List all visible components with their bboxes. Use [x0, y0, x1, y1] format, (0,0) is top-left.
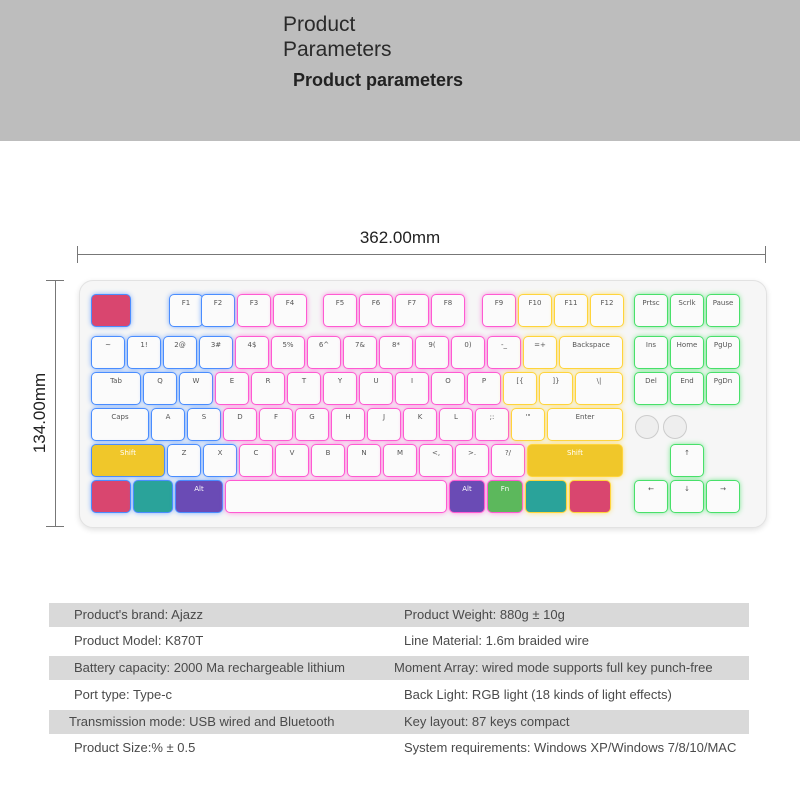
keyboard-key — [396, 295, 428, 326]
keyboard-key — [236, 337, 268, 368]
key-label: X — [217, 449, 223, 457]
keyboard-key — [202, 295, 234, 326]
key-label: PgUp — [713, 341, 733, 349]
key-label: =+ — [534, 341, 546, 349]
keyboard-key — [92, 481, 130, 512]
width-dimension-tick-left — [77, 246, 78, 263]
keyboard-key — [276, 445, 308, 476]
key-label: Backspace — [572, 341, 610, 349]
keyboard-key — [528, 445, 622, 476]
keyboard-key — [488, 481, 522, 512]
key-label: 5% — [282, 341, 294, 349]
keyboard-key — [216, 373, 248, 404]
spec-row — [49, 736, 749, 760]
key-label: 1! — [140, 341, 148, 349]
key-label: Home — [676, 341, 698, 349]
key-label: W — [192, 377, 200, 385]
keyboard-key — [560, 337, 622, 368]
keyboard-key — [92, 373, 140, 404]
key-label: Fn — [500, 485, 510, 493]
key-label: F2 — [213, 299, 223, 307]
keyboard-key — [168, 445, 200, 476]
key-label: Tab — [110, 377, 122, 385]
width-dimension-label: 362.00mm — [359, 228, 441, 247]
keyboard-key — [396, 373, 428, 404]
keyboard-key — [238, 295, 270, 326]
key-label: F8 — [443, 299, 453, 307]
keyboard-key — [144, 373, 176, 404]
keyboard-key — [540, 373, 572, 404]
keyboard-key — [92, 295, 130, 326]
spec-right-cell: Moment Array: wired mode supports full key punch-free — [394, 660, 713, 675]
key-label: P — [481, 377, 487, 385]
key-label: End — [680, 377, 694, 385]
keyboard-key — [272, 337, 304, 368]
keyboard-key — [450, 481, 484, 512]
key-label: PgDn — [713, 377, 733, 385]
keyboard-key — [204, 445, 236, 476]
key-label: O — [445, 377, 451, 385]
keyboard-image — [79, 280, 767, 528]
keyboard-key — [488, 337, 520, 368]
keyboard-key — [368, 409, 400, 440]
key-label: 9( — [428, 341, 436, 349]
keyboard-key — [288, 373, 320, 404]
key-label: Shift — [567, 449, 583, 457]
key-label: F7 — [407, 299, 417, 307]
key-label: Enter — [575, 413, 595, 421]
spec-left-cell: Port type: Type-c — [74, 687, 173, 702]
keyboard-key — [555, 295, 587, 326]
key-label: '" — [525, 413, 531, 421]
keyboard-key — [404, 409, 436, 440]
keyboard-key — [260, 409, 292, 440]
keyboard-key — [200, 337, 232, 368]
key-label: J — [382, 413, 386, 421]
keyboard-key — [456, 445, 488, 476]
keyboard-key — [226, 481, 446, 512]
keyboard-key — [348, 445, 380, 476]
keyboard-key — [512, 409, 544, 440]
key-label: Y — [337, 377, 343, 385]
keyboard-key — [671, 373, 703, 404]
spec-right-cell: Key layout: 87 keys compact — [404, 714, 570, 729]
key-label: Shift — [120, 449, 136, 457]
key-label: ↑ — [684, 449, 690, 457]
key-label: Prtsc — [642, 299, 660, 307]
keyboard-key — [152, 409, 184, 440]
key-label: R — [265, 377, 271, 385]
key-label: D — [237, 413, 243, 421]
key-label: G — [309, 413, 315, 421]
keyboard-key — [671, 295, 703, 326]
keyboard-key — [671, 481, 703, 512]
keyboard-key — [164, 337, 196, 368]
key-label: F5 — [335, 299, 345, 307]
key-label: 8* — [392, 341, 400, 349]
keyboard-key — [468, 373, 500, 404]
keyboard-key — [707, 337, 739, 368]
key-label: E — [229, 377, 235, 385]
key-label: -_ — [500, 341, 508, 349]
key-label: Ins — [645, 341, 657, 349]
keyboard-key — [92, 337, 124, 368]
key-label: F9 — [494, 299, 504, 307]
keyboard-key — [416, 337, 448, 368]
keyboard-key — [180, 373, 212, 404]
keyboard-key — [344, 337, 376, 368]
keyboard-key — [483, 295, 515, 326]
spec-row — [49, 656, 749, 680]
width-dimension-line — [77, 254, 766, 255]
key-label: Alt — [462, 485, 472, 493]
page-title — [283, 12, 392, 62]
spec-left-cell: Product's brand: Ajazz — [74, 607, 203, 622]
spec-right-cell: System requirements: Windows XP/Windows 7/8/10/MAC — [404, 740, 737, 755]
keyboard-key — [274, 295, 306, 326]
key-label: F11 — [564, 299, 578, 307]
key-label: 6^ — [318, 341, 330, 349]
keyboard-key — [380, 337, 412, 368]
key-label: H — [345, 413, 351, 421]
keyboard-key — [296, 409, 328, 440]
key-label: ;: — [489, 413, 495, 421]
key-label: ↓ — [684, 485, 690, 493]
spec-right-cell: Back Light: RGB light (18 kinds of light effects) — [404, 687, 672, 702]
key-label: Caps — [111, 413, 129, 421]
page-subtitle: Product parameters — [293, 70, 464, 90]
key-label: C — [253, 449, 259, 457]
key-label: ← — [648, 485, 654, 493]
volume-knob — [663, 415, 687, 439]
keyboard-key — [312, 445, 344, 476]
keyboard-key — [308, 337, 340, 368]
key-label: 7& — [355, 341, 365, 349]
key-label: N — [361, 449, 367, 457]
spec-left-cell: Product Size:% ± 0.5 — [74, 740, 196, 755]
keyboard-key — [332, 409, 364, 440]
height-dimension-tick-bottom — [46, 526, 64, 527]
key-label: F6 — [371, 299, 381, 307]
key-label: \| — [596, 377, 602, 385]
keyboard-key — [519, 295, 551, 326]
keyboard-key — [524, 337, 556, 368]
keyboard-key — [360, 295, 392, 326]
keyboard-key — [176, 481, 222, 512]
key-label: Z — [181, 449, 187, 457]
keyboard-key — [240, 445, 272, 476]
key-label: F1 — [181, 299, 191, 307]
keyboard-key — [707, 481, 739, 512]
keyboard-key — [548, 409, 622, 440]
keyboard-key — [384, 445, 416, 476]
keyboard-key — [591, 295, 623, 326]
keyboard-key — [324, 373, 356, 404]
keyboard-key — [134, 481, 172, 512]
key-label: Scrlk — [678, 299, 696, 307]
spec-row — [49, 710, 749, 734]
keyboard-key — [707, 373, 739, 404]
spec-right-cell: Line Material: 1.6m braided wire — [404, 633, 589, 648]
keyboard-key — [432, 373, 464, 404]
key-label: F3 — [249, 299, 259, 307]
keyboard-key — [188, 409, 220, 440]
keyboard-key — [526, 481, 566, 512]
key-label: L — [454, 413, 458, 421]
height-dimension-tick-top — [46, 280, 64, 281]
header-banner — [0, 0, 800, 141]
title-line-2: Parameters — [283, 38, 392, 61]
keyboard-key — [360, 373, 392, 404]
key-label: M — [396, 449, 404, 457]
keyboard-key — [635, 373, 667, 404]
key-label: T — [301, 377, 307, 385]
keyboard-key — [492, 445, 524, 476]
key-label: V — [289, 449, 295, 457]
keyboard-key — [92, 445, 164, 476]
keyboard-key — [224, 409, 256, 440]
keyboard-key — [504, 373, 536, 404]
key-label: Q — [157, 377, 163, 385]
key-label: → — [720, 485, 726, 493]
keyboard-key — [324, 295, 356, 326]
spec-left-cell: Transmission mode: USB wired and Bluetooth — [69, 714, 335, 729]
key-label: A — [165, 413, 171, 421]
key-label: F — [273, 413, 279, 421]
keyboard-key — [432, 295, 464, 326]
keyboard-key — [170, 295, 202, 326]
keyboard-key — [671, 337, 703, 368]
keyboard-key — [635, 295, 667, 326]
spec-left-cell: Product Model: K870T — [74, 633, 204, 648]
spec-row — [49, 629, 749, 653]
keyboard-key — [671, 445, 703, 476]
key-label: 4$ — [247, 341, 257, 349]
height-dimension-line — [55, 280, 56, 526]
keyboard-key — [440, 409, 472, 440]
key-label: U — [373, 377, 379, 385]
key-label: Pause — [712, 299, 734, 307]
keyboard-key — [420, 445, 452, 476]
keyboard-key — [707, 295, 739, 326]
keyboard-key — [128, 337, 160, 368]
spec-right-cell: Product Weight: 880g ± 10g — [404, 607, 565, 622]
key-label: I — [410, 377, 414, 385]
volume-knob — [635, 415, 659, 439]
title-line-1: Product — [283, 13, 356, 36]
keyboard-key — [570, 481, 610, 512]
key-label: F4 — [285, 299, 295, 307]
key-label: S — [201, 413, 207, 421]
key-label: F12 — [600, 299, 614, 307]
key-label: K — [417, 413, 423, 421]
key-label: >. — [467, 449, 477, 457]
key-label: ~ — [105, 341, 111, 349]
keyboard-key — [635, 337, 667, 368]
height-dimension-label: 134.00mm — [30, 372, 49, 454]
keyboard-key — [576, 373, 622, 404]
key-label: F10 — [528, 299, 542, 307]
width-dimension-tick-right — [765, 246, 766, 263]
keyboard-key — [252, 373, 284, 404]
key-label: Del — [645, 377, 657, 385]
spec-row — [49, 603, 749, 627]
key-label: 3# — [210, 341, 222, 349]
key-label: 2@ — [174, 341, 186, 349]
keyboard-key — [452, 337, 484, 368]
key-label: ?/ — [504, 449, 512, 457]
spec-row — [49, 683, 749, 707]
key-label: [{ — [516, 377, 524, 385]
key-label: <, — [431, 449, 441, 457]
keyboard-key — [92, 409, 148, 440]
key-label: 0) — [464, 341, 472, 349]
key-label: B — [325, 449, 331, 457]
keyboard-key — [476, 409, 508, 440]
keyboard-key — [635, 481, 667, 512]
key-label: Alt — [194, 485, 204, 493]
key-label: ]} — [552, 377, 560, 385]
spec-left-cell: Battery capacity: 2000 Ma rechargeable lithium — [74, 660, 345, 675]
